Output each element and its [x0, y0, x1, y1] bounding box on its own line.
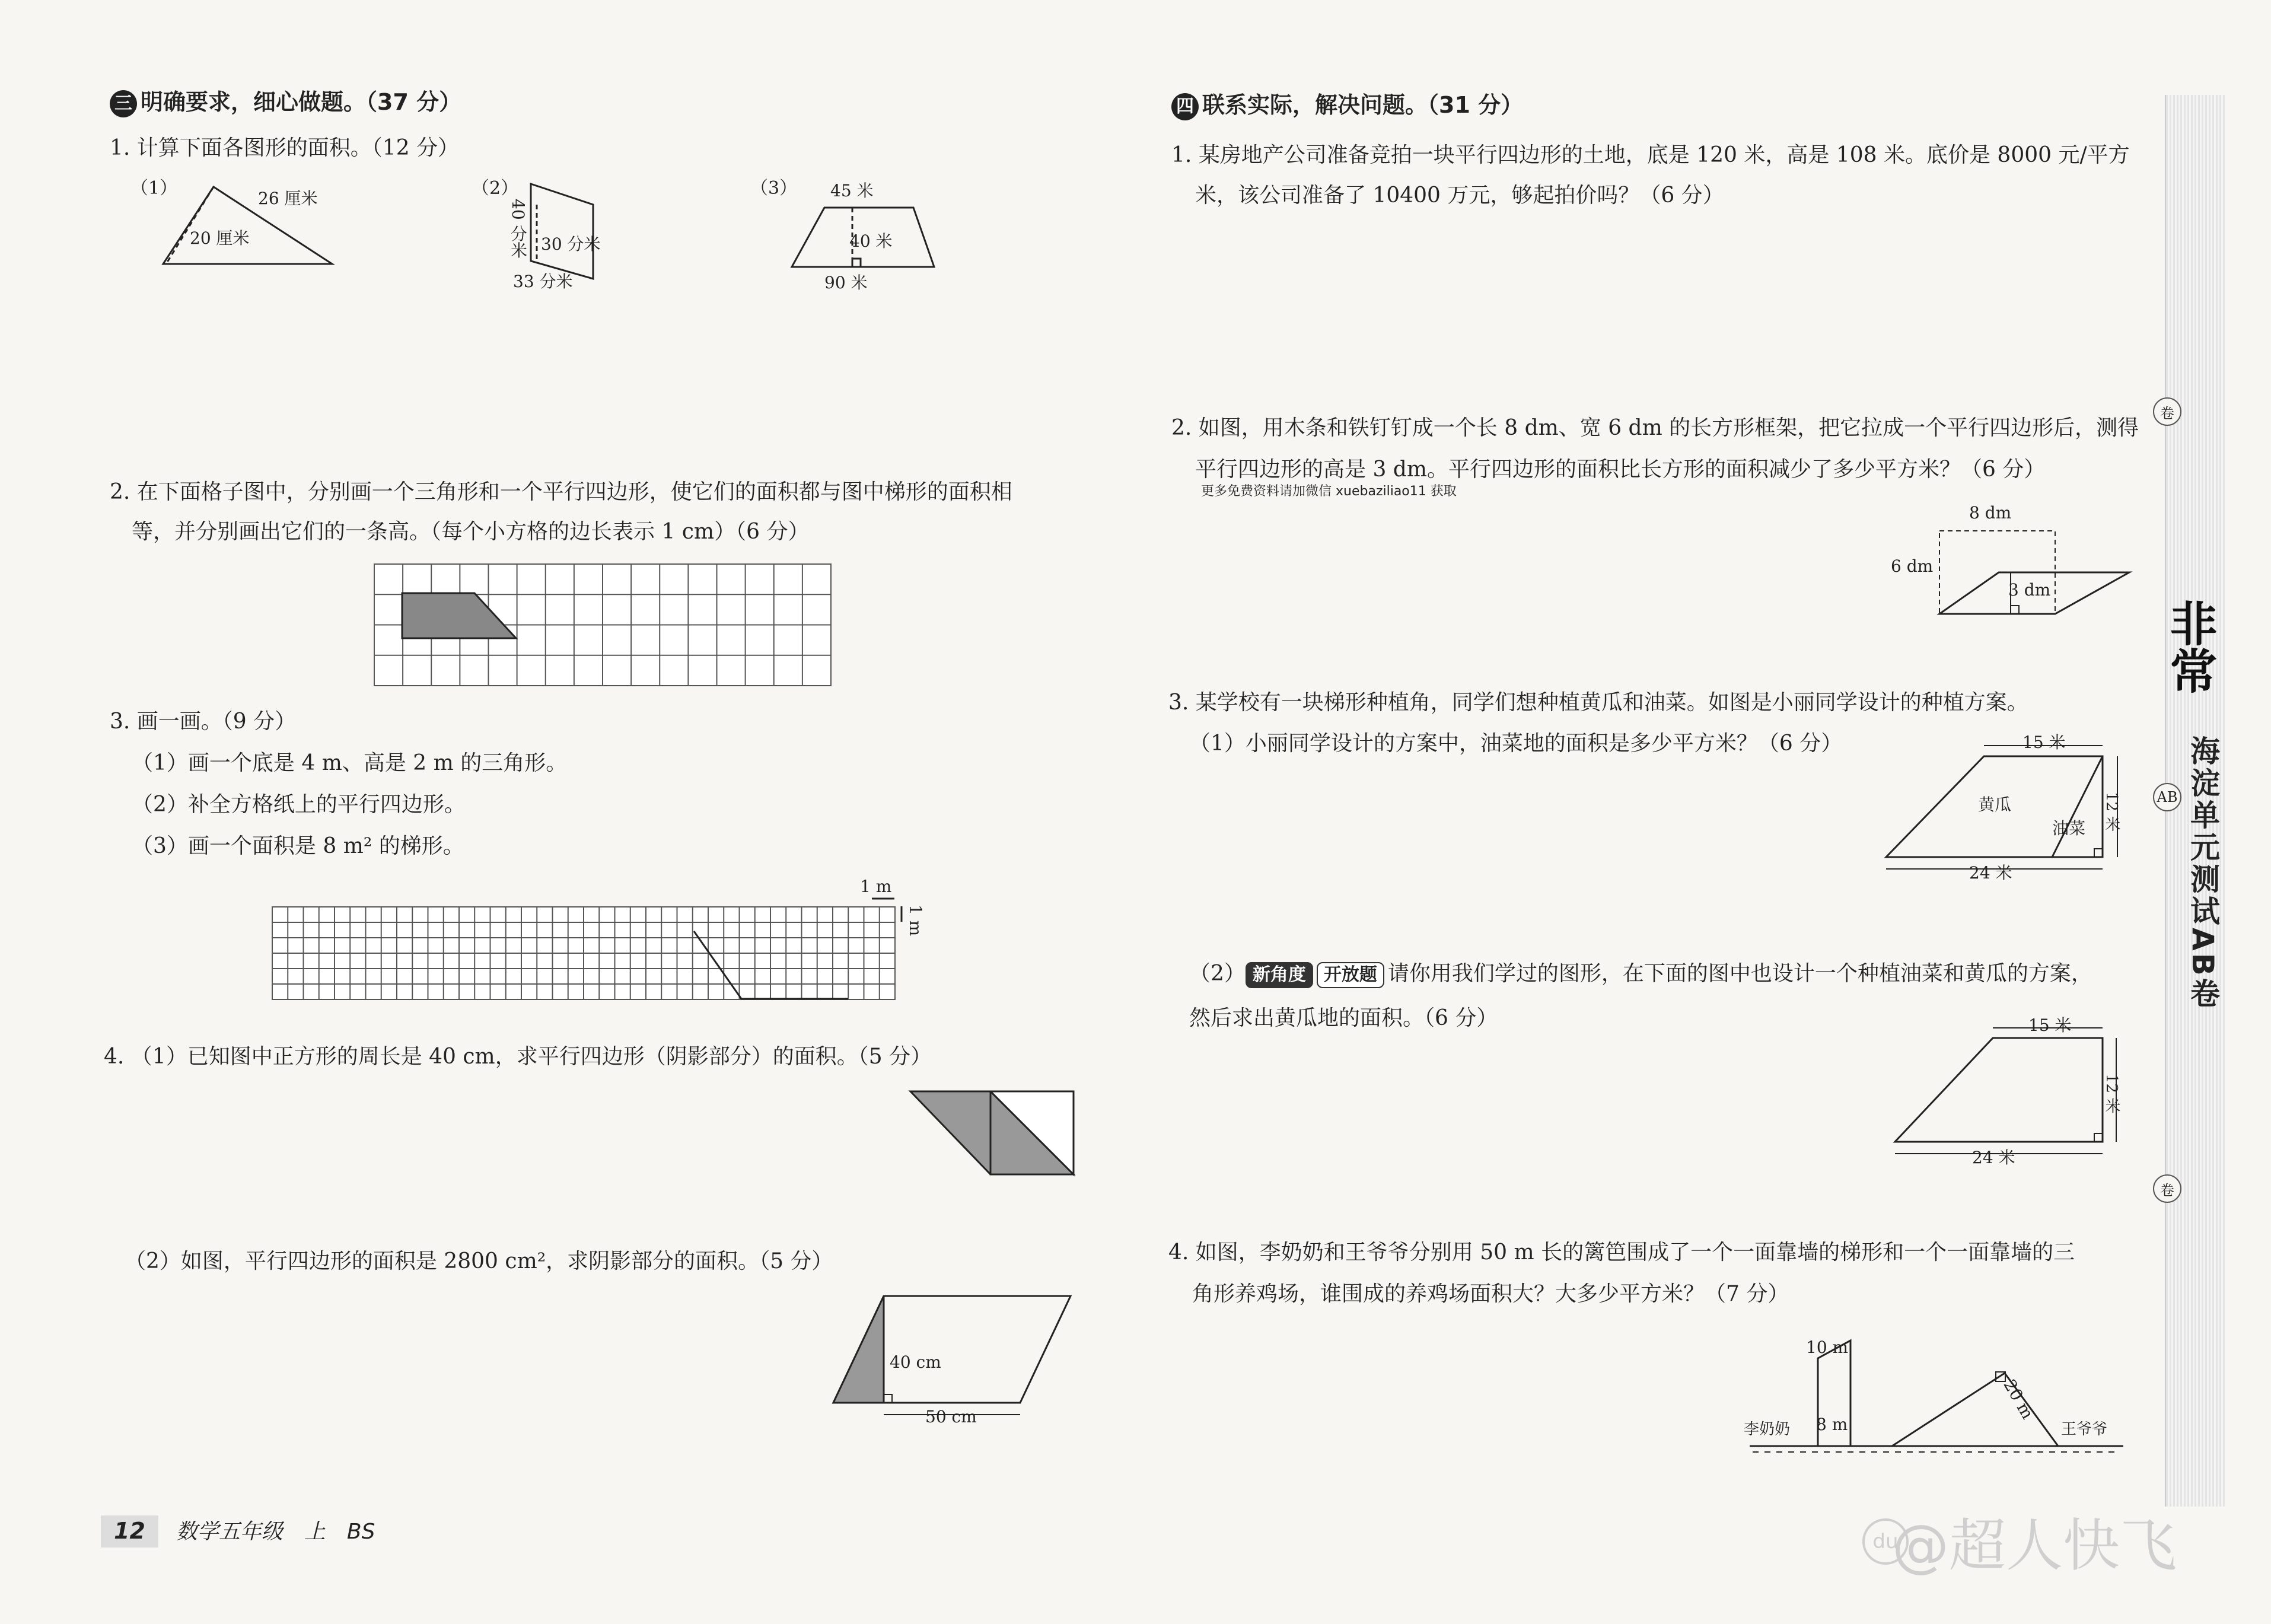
r-q4-bottom-label: 8 m — [1816, 1415, 1848, 1434]
fig2-label: （2） — [472, 178, 519, 199]
fig3-height: 40 米 — [849, 231, 893, 251]
section-4-title: 联系实际，解决问题。（31 分） — [1202, 92, 1524, 118]
r-question-2-line2: 平行四边形的高是 3 dm。平行四边形的面积比长方形的面积减少了多少平方米？（6 分） — [1195, 457, 2046, 482]
r-q4-top-label: 10 m — [1806, 1338, 1849, 1357]
fig1-side: 26 厘米 — [258, 189, 318, 208]
question-3-sub2: （2）补全方格纸上的平行四边形。 — [132, 792, 466, 817]
q4-height: 40 cm — [890, 1352, 941, 1372]
page-number: 12 — [101, 1515, 158, 1547]
r-q4-person2: 王爷爷 — [2061, 1421, 2108, 1438]
r-q2-height: 3 dm — [2008, 580, 2051, 600]
r-q3-top2: 15 米 — [2028, 1015, 2072, 1035]
r-question-1-line1: 1. 某房地产公司准备竞拍一块平行四边形的土地，底是 120 米，高是 108 米。底价是 8000 元/平方 — [1171, 143, 2130, 167]
fig3-label: （3） — [750, 178, 798, 199]
r-q2-width: 6 dm — [1891, 556, 1934, 576]
section-4-badge: 四 — [1171, 93, 1199, 120]
fig2-base: 33 分米 — [513, 272, 573, 291]
question-2-line2: 等，并分别画出它们的一条高。（每个小方格的边长表示 1 cm）（6 分） — [132, 520, 810, 544]
sidebar-circle-icon-bottom: 卷 — [2153, 1174, 2181, 1203]
fig2-height: 30 分米 — [541, 234, 601, 254]
q3-unit-v: 1 m — [906, 905, 925, 937]
q3-unit-h: 1 m — [860, 877, 892, 896]
question-1: 1. 计算下面各图形的面积。（12 分） — [110, 136, 460, 160]
question-3-sub3: （3）画一个面积是 8 m² 的梯形。 — [132, 834, 464, 858]
fig3-top: 45 米 — [830, 181, 874, 200]
r-q3-bottom2: 24 米 — [1972, 1148, 2015, 1167]
sidebar-circle-icon-top: 卷 — [2153, 397, 2181, 426]
question-3: 3. 画一画。（9 分） — [110, 709, 297, 734]
r-question-3-sub1: （1）小丽同学设计的方案中，油菜地的面积是多少平方米？（6 分） — [1189, 731, 1843, 756]
r-q3-region-rape: 油菜 — [2052, 819, 2086, 838]
section-3-title: 明确要求，细心做题。（37 分） — [141, 89, 462, 115]
r-question-3: 3. 某学校有一块梯形种植角，同学们想种植黄瓜和油菜。如图是小丽同学设计的种植方案。 — [1168, 690, 2028, 715]
r-q2-length: 8 dm — [1969, 503, 2012, 523]
fig2-side: 40 分米 — [508, 199, 528, 259]
r-q3-height: 12 米 — [2103, 792, 2120, 832]
watermark-text: @超人快飞 — [1892, 1512, 2177, 1579]
r-question-1-line2: 米，该公司准备了 10400 万元，够起拍价吗？（6 分） — [1195, 183, 1724, 208]
r-q3-bottom: 24 米 — [1969, 863, 2012, 883]
footer-subject: 数学五年级 上 BS — [176, 1520, 375, 1544]
section-3-badge: 三 — [110, 90, 137, 117]
q4-base: 50 cm — [925, 1407, 977, 1426]
r-q3-top: 15 米 — [2022, 733, 2066, 752]
fig1-height: 20 厘米 — [190, 228, 250, 248]
r-question-4-line2: 角形养鸡场，谁围成的养鸡场面积大？大多少平方米？（7 分） — [1192, 1282, 1789, 1306]
r-question-3-sub2-line2: 然后求出黄瓜地的面积。（6 分） — [1189, 1006, 1498, 1030]
brand-logo: 非常 — [2162, 599, 2218, 694]
question-4-2: （2）如图，平行四边形的面积是 2800 cm²，求阴影部分的面积。（5 分） — [125, 1249, 833, 1273]
sidebar-circle-icon-mid: AB — [2153, 783, 2181, 811]
r-question-4-line1: 4. 如图，李奶奶和王爷爷分别用 50 m 长的篱笆围成了一个一面靠墙的梯形和一个一面靠墙的三 — [1168, 1240, 2075, 1265]
question-2-line1: 2. 在下面格子图中，分别画一个三角形和一个平行四边形，使它们的面积都与图中梯形的面积相 — [110, 480, 1012, 504]
watermark-icon: du — [1862, 1518, 1909, 1565]
r-q3-region-cucumber: 黄瓜 — [1978, 795, 2012, 814]
question-4-1: 4. （1）已知图中正方形的周长是 40 cm，求平行四边形（阴影部分）的面积。（5 分） — [104, 1045, 932, 1069]
r-q3-sub2-label: （2） — [1189, 961, 1246, 986]
r-q4-person1: 李奶奶 — [1744, 1421, 1791, 1438]
r-q4-side-label: 20 m — [1999, 1376, 2038, 1423]
tag-open-question: 开放题 — [1317, 962, 1384, 988]
question-3-sub1: （1）画一个底是 4 m、高是 2 m 的三角形。 — [132, 751, 568, 775]
ad-text: 更多免费资料请加微信 xuebaziliao11 获取 — [1201, 484, 1457, 499]
fig1-label: （1） — [130, 178, 178, 199]
sidebar-title: 海淀单元测试AB卷 — [2186, 735, 2220, 1010]
fig3-bottom: 90 米 — [824, 273, 868, 292]
r-q3-sub2-text: 请你用我们学过的图形，在下面的图中也设计一个种植油菜和黄瓜的方案， — [1387, 961, 2092, 986]
r-q3-height2: 12 米 — [2103, 1074, 2120, 1114]
r-question-2-line1: 2. 如图，用木条和铁钉钉成一个长 8 dm、宽 6 dm 的长方形框架，把它拉成一个平行四边形后，测得 — [1171, 416, 2139, 440]
tag-new-angle: 新角度 — [1246, 962, 1313, 988]
